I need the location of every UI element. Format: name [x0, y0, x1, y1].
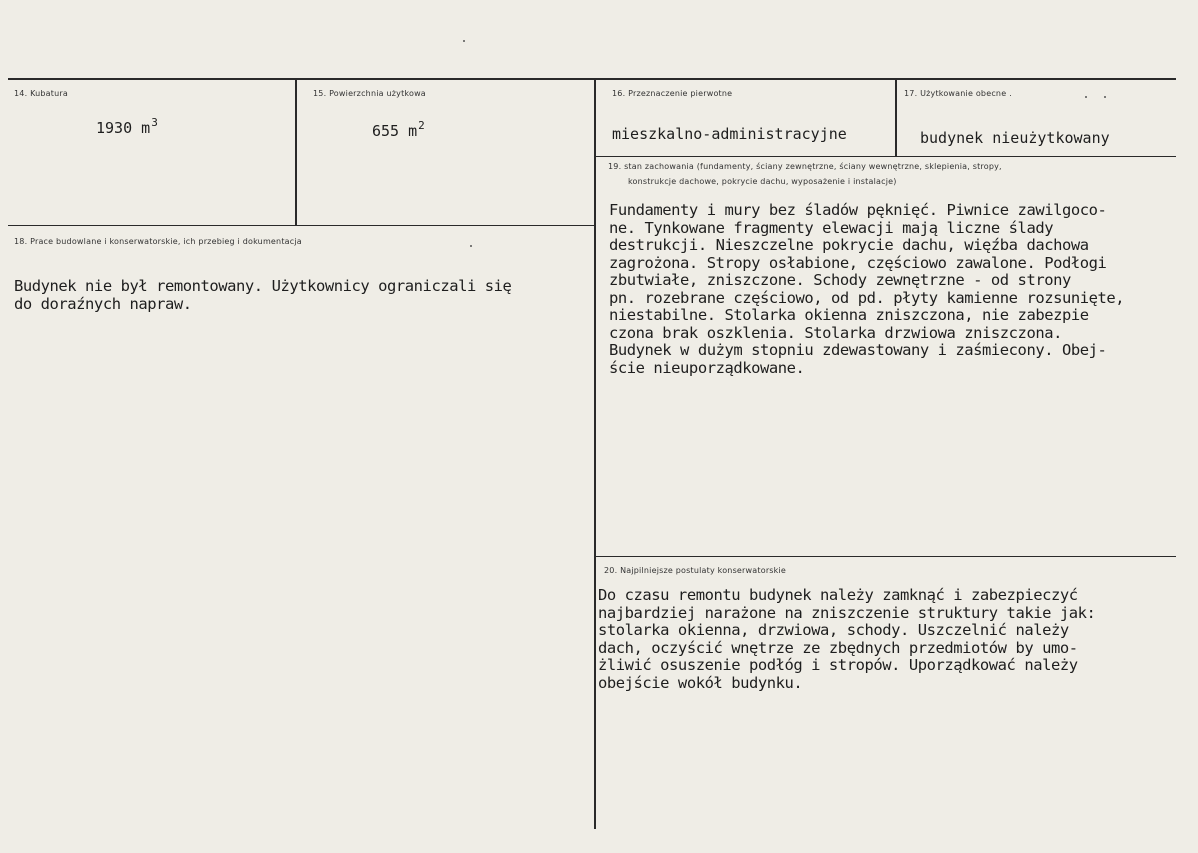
powierzchnia-exponent: 2	[418, 119, 425, 132]
speck	[470, 245, 472, 247]
stan-label-line1: 19. stan zachowania (fundamenty, ściany zewnętrzne, ściany wewnętrzne, sklepienia, stropy,	[608, 162, 1002, 171]
powierzchnia-value	[372, 119, 425, 140]
prace-text: Budynek nie był remontowany. Użytkownicy ograniczali się do doraźnych napraw.	[14, 277, 512, 313]
kubatura-label: 14. Kubatura	[14, 89, 68, 98]
uzytkowanie-label: 17. Użytkowanie obecne .	[904, 89, 1012, 98]
stan-text: Fundamenty i mury bez śladów pęknięć. Piwnice zawilgoco- ne. Tynkowane fragmenty elewacji mają liczne ślady destrukcji. Nieszczelne pokrycie dachu, więźba dachowa zagrożona. Stropy osłabione, częściowo zawalone. Podłogi zbutwiałe, zniszczone. Schody zewnętrzne - od strony pn. rozebrane częściowo, od pd. płyty kamienne rozsunięte, niestabilne. Stolarka okienna zniszczona, nie zabezpie czona brak oszklenia. Stolarka drzwiowa zniszczona. Budynek w dużym stopniu zdewastowany i zaśmiecony. Obej- ście nieuporządkowane.	[609, 201, 1125, 377]
speck	[1104, 96, 1106, 98]
prace-label: 18. Prace budowlane i konserwatorskie, ich przebieg i dokumentacja	[14, 237, 302, 246]
speck	[463, 40, 465, 42]
row3-rule-right	[596, 556, 1176, 557]
uzytkowanie-value: budynek nieużytkowany	[920, 129, 1110, 147]
postulaty-label: 20. Najpilniejsze postulaty konserwatorskie	[604, 566, 787, 575]
col-divider-3	[895, 79, 897, 157]
row2-rule-left	[8, 225, 596, 226]
postulaty-text: Do czasu remontu budynek należy zamknąć i zabezpieczyć najbardziej narażone na zniszczenie struktury takie jak: stolarka okienna, drzwiowa, schody. Uszczelnić należy dach, oczyścić wnętrze ze zbędnych przedmiotów by umo- żliwić osuszenie podłóg i stropów. Uporządkować należy obejście wokół budynku.	[598, 586, 1096, 692]
top-rule	[8, 78, 1176, 80]
powierzchnia-number: 655 m	[372, 122, 418, 140]
kubatura-value	[96, 116, 158, 137]
kubatura-number: 1930 m	[96, 119, 151, 137]
col-divider-1	[295, 79, 297, 226]
speck	[1085, 96, 1087, 98]
przeznaczenie-value: mieszkalno-administracyjne	[612, 125, 847, 143]
col-divider-main	[594, 79, 596, 829]
kubatura-exponent: 3	[151, 116, 158, 129]
row2-rule-right	[596, 156, 1176, 157]
powierzchnia-label: 15. Powierzchnia użytkowa	[313, 89, 426, 98]
stan-label-line2: konstrukcje dachowe, pokrycie dachu, wyposażenie i instalacje)	[628, 177, 897, 186]
przeznaczenie-label: 16. Przeznaczenie pierwotne	[612, 89, 733, 98]
